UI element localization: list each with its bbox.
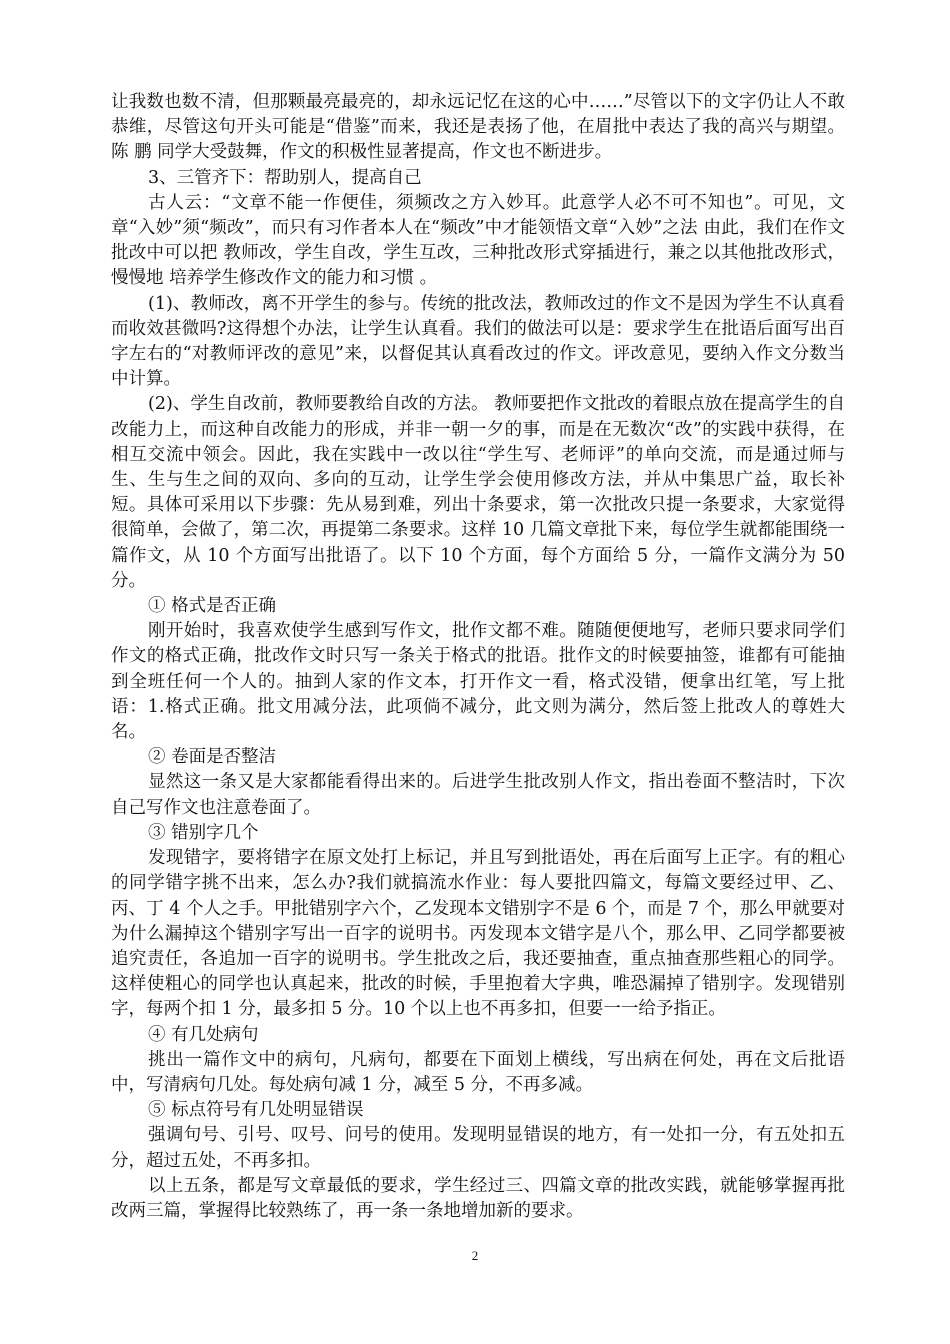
item-heading-neatness: ② 卷面是否整洁 [148, 747, 277, 768]
item-heading-format: ① 格式是否正确 [148, 596, 277, 617]
paragraph-summary: 以上五条，都是写文章最低的要求，学生经过三、四篇文章的批改实践，就能够掌握再批改两三篇，掌握得比较熟练了，再一条一条地增加新的要求。 [111, 1175, 845, 1221]
item-heading-faulty-sentences: ④ 有几处病句 [148, 1024, 259, 1045]
paragraph-student-self-revision: (2)、学生自改前，教师要教给自改的方法。 教师要把作文批改的着眼点放在提高学生的自改能力上，而这种自改能力的形成，并非一朝一夕的事，而是在无数次“改”的实践中获得，在相互交流中领会。因此，我在实践中一改以往“学生写、老师评”的单向交流，而是通过师与生、生与生之间的双向、多向的互动，让学生学会使用修改方法，并从中集思广益，取长补短。具体可采用以下步骤：先从易到难，列出十条要求，第一次批改只提一条要求，大家觉得很简单，会做了，第二次，再提第二条要求。这样 10 几篇文章批下来，每位学生就都能围绕一篇作文，从 10 个方面写出批语了。以下 10 个方面，每个方面给 5 分，一篇作文满分为 50 分。 [111, 394, 845, 591]
paragraph-continuation: 让我数也数不清，但那颗最亮最亮的，却永远记忆在这的心中……”尽管以下的文字仍让人不敢恭维，尽管这句开头可能是“借鉴”而来，我还是表扬了他，在眉批中表达了我的高兴与期望。陈 鹏 同学大受鼓舞，作文的积极性显著提高，作文也不断进步。 [111, 92, 845, 163]
item-heading-typos: ③ 错别字几个 [148, 822, 259, 843]
item-heading-punctuation: ⑤ 标点符号有几处明显错误 [148, 1100, 364, 1121]
document-body [111, 90, 845, 1224]
paragraph-punctuation: 强调句号、引号、叹号、问号的使用。发现明显错误的地方，有一处扣一分，有五处扣五分，超过五处，不再多扣。 [111, 1125, 845, 1171]
paragraph-quote: 古人云：“文章不能一作便佳，须频改之方入妙耳。此意学人必不可不知也”。可见，文章“入妙”须“频改”，而只有习作者本人在“频改”中才能领悟文章“入妙”之法 由此，我们在作文批改中可以把 教师改，学生自改，学生互改，三种批改形式穿插进行，兼之以其他批改形式，慢慢地 培养学生修改作文的能力和习惯 。 [111, 192, 845, 289]
paragraph-format: 刚开始时，我喜欢使学生感到写作文，批作文都不难。随随便便地写，老师只要求同学们作文的格式正确，批改作文时只写一条关于格式的批语。批作文的时候要抽签，谁都有可能抽到全班任何一个人的。抽到人家的作文本，打开作文一看，格式没错，便拿出红笔，写上批语：1.格式正确。批文用减分法，此项倘不减分，此文则为满分，然后签上批改人的尊姓大名。 [111, 621, 845, 743]
paragraph-teacher-revision: (1)、教师改，离不开学生的参与。传统的批改法，教师改过的作文不是因为学生不认真看而收效甚微吗?这得想个办法，让学生认真看。我们的做法可以是：要求学生在批语后面写出百字左右的“对教师评改的意见”来，以督促其认真看改过的作文。评改意见，要纳入作文分数当中计算。 [111, 293, 845, 390]
paragraph-faulty-sentences: 挑出一篇作文中的病句，凡病句，都要在下面划上横线，写出病在何处，再在文后批语中，写清病句几处。每处病句减 1 分，减至 5 分，不再多减。 [111, 1049, 845, 1095]
paragraph-neatness: 显然这一条又是大家都能看得出来的。后进学生批改别人作文，指出卷面不整洁时，下次自己写作文也注意卷面了。 [111, 772, 845, 818]
paragraph-typos: 发现错字，要将错字在原文处打上标记，并且写到批语处，再在后面写上正字。有的粗心的同学错字挑不出来，怎么办?我们就搞流水作业：每人要批四篇文，每篇文要经过甲、乙、丙、丁 4 个人之手。甲批错别字六个，乙发现本文错别字不是 6 个，而是 7 个，那么甲就要对为什么漏掉这个错别字写出一百字的说明书。丙发现本文错字是八个，那么甲、乙同学都要被追究责任，各追加一百字的说明书。学生批改之后，我还要抽查，重点抽查那些粗心的同学。这样使粗心的同学也认真起来，批改的时候，手里抱着大字典，唯恐漏掉了错别字。发现错别字，每两个扣 1 分，最多扣 5 分。10 个以上也不再多扣，但要一一给予指正。 [111, 848, 845, 1020]
section-heading-3: 3、三管齐下：帮助别人，提高自己 [148, 167, 422, 188]
page-number: 2 [471, 1248, 479, 1263]
